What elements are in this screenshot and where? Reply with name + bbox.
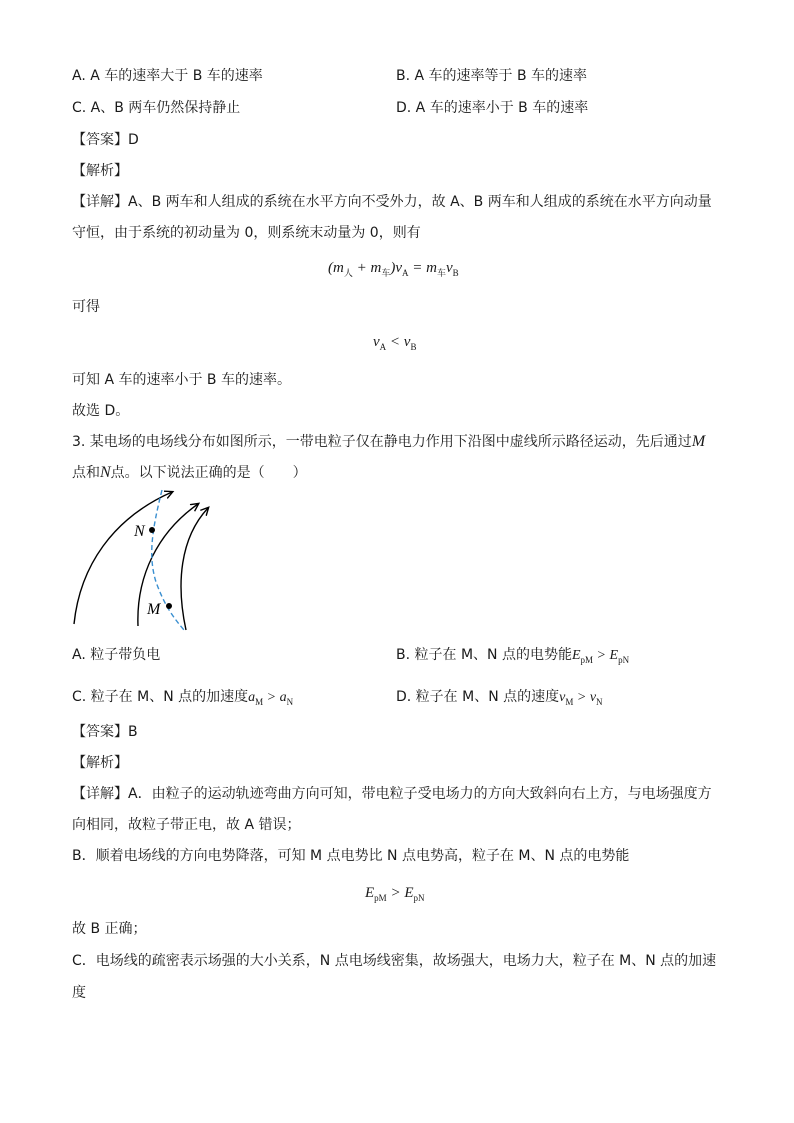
q2-equation-velocity: $v_A < v_B$	[373, 334, 417, 352]
label-n: N	[134, 523, 145, 540]
label-m: M	[147, 601, 161, 618]
q3-analysis-label: 【解析】	[72, 755, 128, 771]
q2-choose: 故选 D。	[72, 403, 130, 419]
q3-detail-a2: 向相同，故粒子带正电，故 A 错误；	[72, 817, 301, 833]
point-n	[149, 527, 155, 533]
q3-option-a: A. 粒子带负电	[72, 647, 161, 663]
q3-detail-c1: C．电场线的疏密表示场强的大小关系，N 点电场线密集，故场强大，电场力大，粒子在 M、N 点的加速	[72, 953, 717, 969]
q3-option-c: C. 粒子在 M、N 点的加速度$a_M > a_N$	[72, 689, 294, 707]
q2-option-a: A. A 车的速率大于 B 车的速率	[72, 68, 263, 84]
q2-detail-line1: 【详解】A、B 两车和人组成的系统在水平方向不受外力，故 A、B 两车和人组成的系统在水平方向动量	[72, 194, 712, 210]
q2-option-d: D. A 车的速率小于 B 车的速率	[396, 100, 589, 116]
q2-analysis-label: 【解析】	[72, 163, 128, 179]
q3-detail-c2: 度	[72, 985, 86, 1001]
field-line-3	[181, 508, 208, 630]
q2-detail-line2: 守恒，由于系统的初动量为 0，则系统末动量为 0，则有	[72, 225, 421, 241]
q3-option-d: D. 粒子在 M、N 点的速度$v_M > v_N$	[396, 689, 603, 707]
point-m	[166, 603, 172, 609]
q2-answer: 【答案】D	[72, 132, 139, 148]
q2-conclusion: 可知 A 车的速率小于 B 车的速率。	[72, 372, 291, 388]
q3-detail-b1: B．顺着电场线的方向电势降落，可知 M 点电势比 N 点电势高，粒子在 M、N 点的电势能	[72, 848, 630, 864]
q3-detail-b2: 故 B 正确；	[72, 921, 147, 937]
q3-option-b: B. 粒子在 M、N 点的电势能$E_{pM} > E_{pN}$	[396, 647, 630, 665]
q2-equation-momentum: $(m_人 + m_车)v_A = m_车v_B$	[328, 260, 459, 278]
q3-detail-a1: 【详解】A．由粒子的运动轨迹弯曲方向可知，带电粒子受电场力的方向大致斜向右上方，与电场强度方	[72, 786, 712, 802]
q2-option-c: C. A、B 两车仍然保持静止	[72, 100, 241, 116]
q3-stem-line1: 3. 某电场的电场线分布如图所示，一带电粒子仅在静电力作用下沿图中虚线所示路径运动，先后通过M	[72, 433, 706, 450]
q3-stem-line2: 点和N点。以下说法正确的是（ ）	[72, 464, 307, 481]
q3-answer: 【答案】B	[72, 724, 138, 740]
electric-field-figure	[68, 486, 228, 638]
q2-option-b: B. A 车的速率等于 B 车的速率	[396, 68, 588, 84]
q2-keyide: 可得	[72, 299, 100, 315]
q3-equation-energy: $E_{pM} > E_{pN}$	[365, 885, 425, 903]
